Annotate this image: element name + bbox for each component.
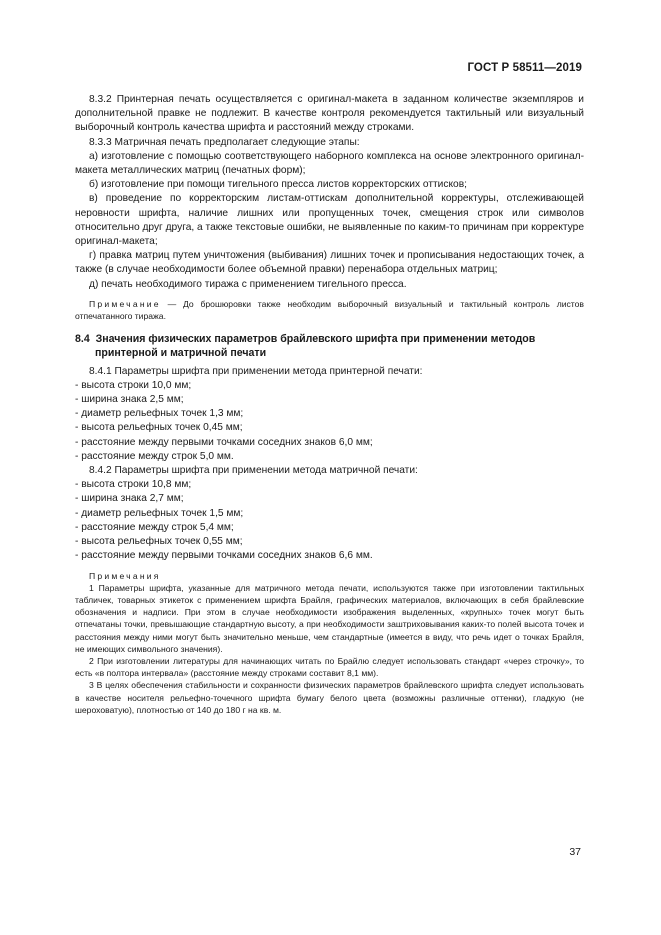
paragraph-8-3-3: 8.3.3 Матричная печать предполагает следующие этапы: (89, 136, 360, 148)
list-item: - высота рельефных точек 0,45 мм; (75, 422, 243, 434)
list-item: - расстояние между первыми точками соседних знаков 6,6 мм. (75, 550, 373, 562)
note-text: — До брошюровки также необходим выборочный визуальный и тактильный контроль листов отпечатанного тиража. (75, 298, 584, 322)
list-item: - расстояние между первыми точками соседних знаков 6,0 мм; (75, 436, 373, 448)
stage-b: б) изготовление при помощи тигельного пресса листов корректорских оттисков; (89, 179, 467, 191)
list-item: - высота строки 10,8 мм; (75, 479, 192, 491)
stage-g: г) правка матриц путем уничтожения (выбивания) лишних точек и прописывания недостающих точек, а также (в случае необходимости более объемной правки) перенабора отдельных матриц; (75, 250, 584, 276)
note-label: Примечание (89, 298, 161, 309)
list-item: - расстояние между строк 5,4 мм; (75, 521, 234, 533)
list-item: - ширина знака 2,7 мм; (75, 493, 184, 505)
stage-a: а) изготовление с помощью соответствующего наборного комплекса на основе электронного оригинал-макета металлических матриц (печатных форм); (75, 150, 584, 177)
stage-v: в) проведение по корректорским листам-оттискам дополнительной корректуры, отслеживающей неровности шрифта, наличие лишних или пропущенных точек, смещения строк или символов относительно друг друга, а также текстовые ошибки, не выявленные по каким-то причинам при корректуре оригинал-макета; (75, 193, 584, 248)
note-item-2: 2 При изготовлении литературы для начинающих читать по Брайлю следует использовать стандарт «через строчку», то есть «в полтора интервала» (расстояние между строками составит 8,1 мм). (75, 655, 584, 679)
list-item: - высота строки 10,0 мм; (75, 379, 192, 391)
section-title-line2: принтерной и матричной печати (95, 347, 267, 360)
note-item-1: 1 Параметры шрифта, указанные для матричного метода печати, используются также при изготовлении тактильных табличек, товарных этикеток с применением шрифта Брайля, графических материалов, включающих в себя брайлевские обозначения и надписи. При этом в случае необходимости изображения выделенных, «крупных» точек могут быть отпечатаны точки, превышающие стандартную высоту, а при необходимости заштриховывания каких-то полей высота точек и расстояния между ними могут быть значительно меньше, чем стандартные (имеется в виду, что речь идет о точках Брайля, не имеющих символьного значения). (75, 582, 584, 654)
printer-params-intro: 8.4.1 Параметры шрифта при применении метода принтерной печати: (89, 365, 423, 377)
notes-title-text: Примечания (89, 570, 161, 581)
list-item: - ширина знака 2,5 мм; (75, 394, 184, 406)
note-item-3: 3 В целях обеспечения стабильности и сохранности физических параметров брайлевского шрифта следует использовать в качестве носителя рельефно-точечного шрифта бумагу белого цвета (возможны различные оттенки), гладкую (не шероховатую), плотностью от 140 до 180 г на кв. м. (75, 680, 584, 715)
list-item: - высота рельефных точек 0,55 мм; (75, 536, 243, 548)
printer-params-list (75, 379, 584, 464)
matrix-params-intro: 8.4.2 Параметры шрифта при применении метода матричной печати: (89, 465, 418, 477)
notes-title (75, 570, 584, 582)
list-item: - диаметр рельефных точек 1,5 мм; (75, 507, 244, 519)
page-number: 37 (569, 846, 581, 858)
list-item: - диаметр рельефных точек 1,3 мм; (75, 408, 244, 420)
list-item: - расстояние между строк 5,0 мм. (75, 450, 234, 462)
matrix-params-list (75, 478, 584, 563)
stage-d: д) печать необходимого тиража с применением тигельного пресса. (89, 278, 407, 290)
section-heading-8-4 (75, 332, 584, 360)
standard-header: ГОСТ Р 58511—2019 (467, 62, 582, 74)
note-binding (75, 298, 584, 322)
section-number: 8.4 (75, 333, 90, 346)
paragraph-8-3-2: 8.3.2 Принтерная печать осуществляется с оригинал-макета в заданном количестве экземпляров и дополнительной правке не подлежит. В качестве контроля рекомендуется тактильный или визуальный выборочный контроль качества шрифта и расстояний между строками. (75, 94, 584, 134)
page-content (75, 93, 584, 716)
section-title-line1: Значения физических параметров брайлевского шрифта при применении методов (95, 333, 536, 346)
